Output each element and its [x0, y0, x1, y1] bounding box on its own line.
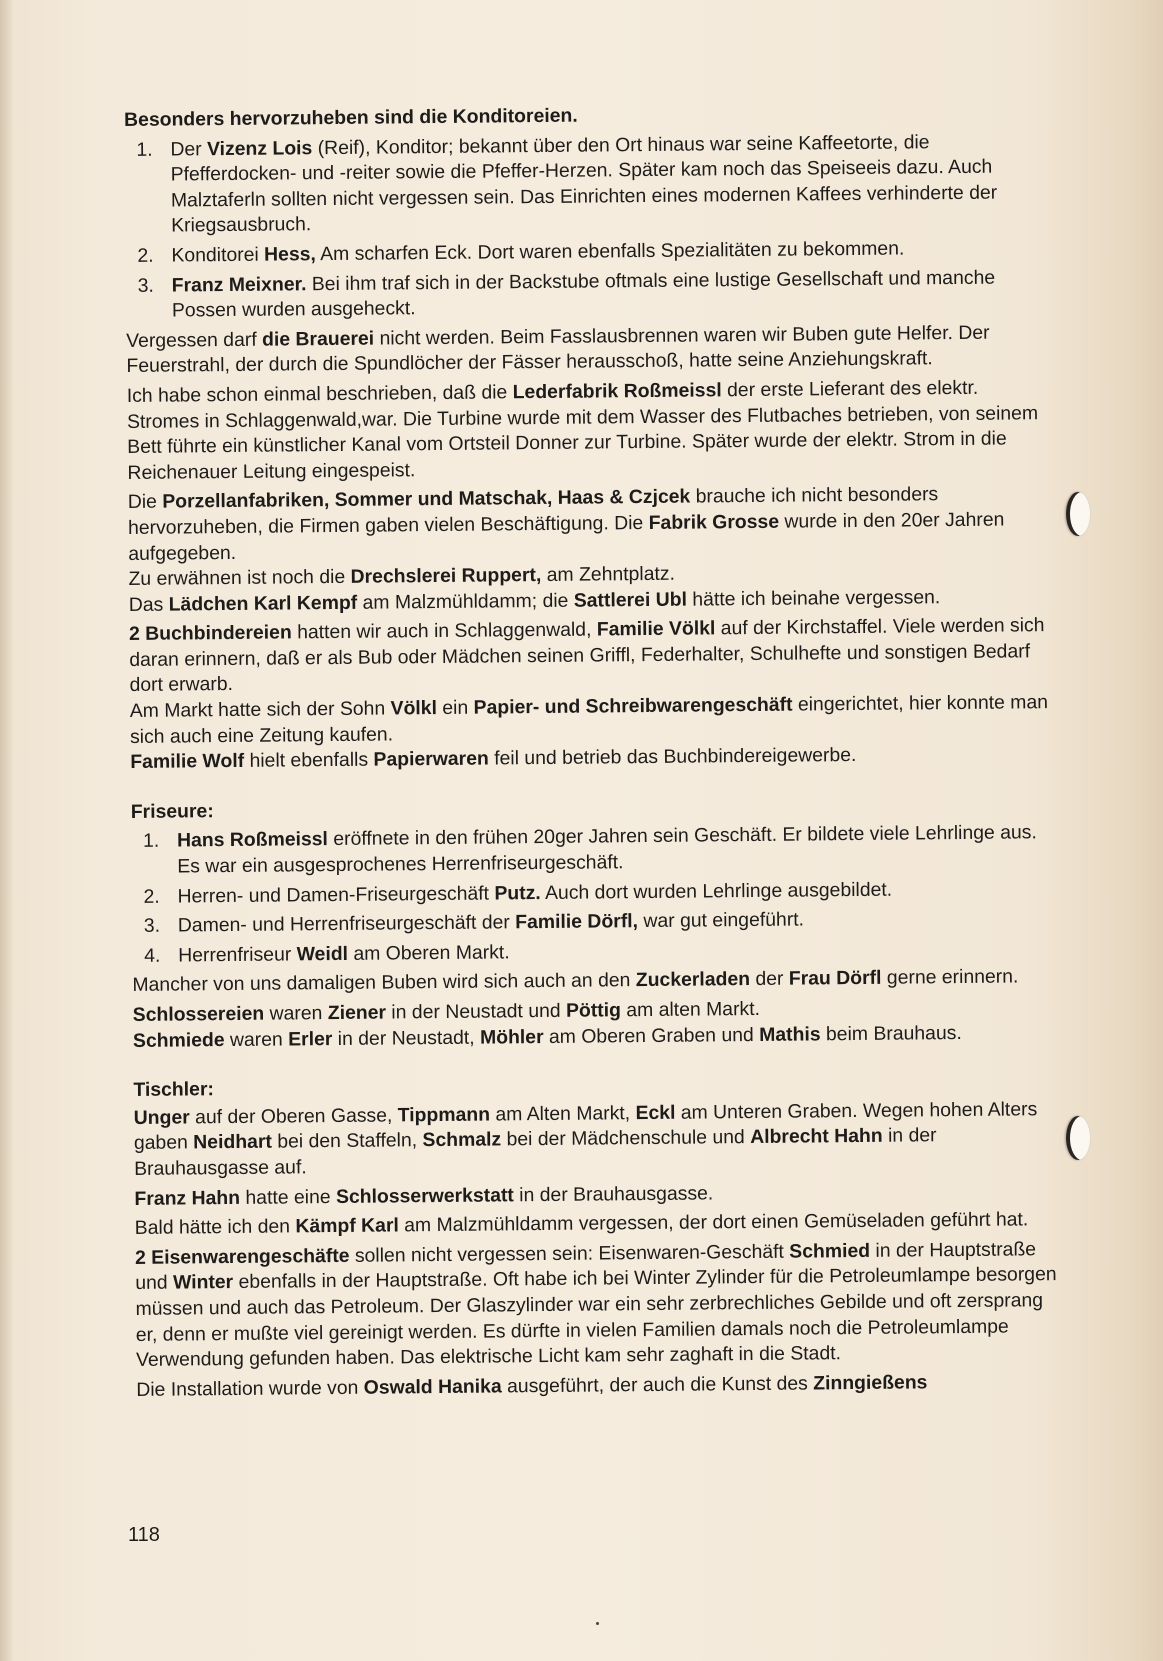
punch-hole-top [1066, 492, 1090, 536]
list-number: 1. [142, 830, 160, 853]
emphasized-text: Schmiede [132, 1028, 225, 1052]
emphasized-text: Familie Wolf [130, 750, 245, 774]
section-heading [131, 791, 1056, 825]
emphasized-text: Papier- und Schreibwarengeschäft [473, 693, 793, 719]
text-run: Das [128, 593, 169, 616]
paragraph [134, 1097, 1060, 1183]
text-run: hatten wir auch in Schlaggenwald, [291, 618, 597, 644]
text-run: hielt ebenfalls [244, 748, 374, 773]
emphasized-text: Erler [288, 1027, 333, 1051]
paragraph [135, 1207, 1060, 1241]
text-run: Herren- und Damen-Friseurgeschäft [177, 882, 495, 908]
emphasized-text: Franz Hahn [134, 1186, 241, 1210]
section-heading [124, 99, 1049, 133]
emphasized-text: Familie Völkl [596, 617, 716, 641]
text-run: ebenfalls in der Hauptstraße. Oft habe ich bei Winter Zylinder für die Petroleumlampe besorgen müssen und auch das Petroleum. Der Glaszylinder war ein sehr zerbrechliches Gebilde und oft zersprang er, denn er mußte viel gereinigt werden. Es dürfte in vielen Familien damals noch die Petroleumlampe Verwendung gefunden haben. Das elektrische Licht kam sehr zaghaft in die Stadt. [135, 1263, 1057, 1372]
emphasized-text: Schmalz [422, 1128, 502, 1152]
text-run: der [749, 968, 789, 991]
text-run: Der [170, 137, 208, 161]
paragraph [135, 1237, 1061, 1374]
paragraph [126, 320, 1051, 380]
text-run: Vergessen darf [126, 328, 263, 352]
emphasized-text: Sattlerei Ubl [573, 588, 688, 612]
punch-hole-bottom [1066, 1116, 1090, 1160]
emphasized-text: Schlosserwerkstatt [335, 1183, 514, 1208]
emphasized-text: Fabrik Grosse [648, 510, 780, 534]
paragraph [128, 481, 1054, 567]
emphasized-text: Hans Roßmeissl [176, 828, 329, 852]
list-item [124, 129, 1050, 240]
emphasized-text: 2 Eisenwarengeschäfte [134, 1244, 350, 1269]
text-run: Zu erwähnen ist noch die [128, 565, 351, 591]
page-text [124, 99, 1061, 1403]
text-run: Konditorei [171, 243, 265, 267]
text-run: bei den Staffeln, [271, 1129, 423, 1154]
text-run: beim Brauhaus. [820, 1021, 962, 1045]
text-run: Am Markt hatte sich der Sohn [129, 697, 391, 723]
list-item [131, 821, 1056, 881]
emphasized-text: Möhler [479, 1025, 544, 1049]
emphasized-text: Winter [172, 1271, 234, 1294]
text-run: Bei ihm traf sich in der Backstube oftmals eine lustige Gesellschaft und manche Possen wurden ausgeheckt. [171, 266, 996, 322]
emphasized-text: Schmied [789, 1239, 871, 1263]
paragraph [132, 964, 1057, 998]
text-run: (Reif), Konditor; bekannt über den Ort hinaus war seine Kaffeetorte, die Pfefferdocken- und -reiter sowie die Pfeffer-Herzen. Später kam noch das Speiseeis dazu. Auch Malztaferln sollten nicht vergessen sein. Das Einrichten eines modernen Kaffees verhinderte der Kriegsausbruch. [170, 130, 998, 237]
emphasized-text: Frau Dörfl [788, 967, 882, 991]
text-run: eröffnete in den frühen 20ger Jahren sein Geschäft. Er bildete viele Lehrlinge aus. Es war ein ausgesprochenes Herrenfriseurgeschäft. [177, 821, 1037, 878]
text-run: am alten Markt. [620, 997, 761, 1022]
page-number: 118 [128, 1524, 160, 1546]
text-run: feil und betrieb das Buchbindereigewerbe. [488, 744, 857, 770]
emphasized-text: Lederfabrik Roßmeissl [512, 379, 722, 404]
text-run: ein [436, 696, 474, 720]
paragraph [127, 375, 1053, 486]
text-run: Damen- und Herrenfriseurgeschäft der [177, 911, 516, 937]
text-run: Die Installation wurde von [136, 1376, 364, 1401]
emphasized-text: Lädchen Karl Kempf [168, 591, 358, 616]
paragraph [134, 1178, 1059, 1212]
list-item [125, 235, 1050, 269]
emphasized-text: Pöttig [565, 999, 622, 1022]
emphasized-text: Ziener [327, 1001, 387, 1025]
emphasized-text: Oswald Hanika [363, 1375, 502, 1399]
text-run: hatte eine [239, 1185, 337, 1209]
list-number: 1. [136, 138, 153, 161]
emphasized-text: Familie Dörfl, [515, 910, 639, 934]
list-number: 2. [137, 244, 154, 267]
list-number: 3. [137, 274, 154, 297]
emphasized-text: Porzellanfabriken, Sommer und Matschak, Haas & Czjcek [162, 485, 691, 513]
emphasized-text: Tippmann [397, 1103, 491, 1127]
text-run: eingerichtet, hier konnte man sich auch eine Zeitung kaufen. [129, 691, 1049, 748]
emphasized-text: Mathis [759, 1022, 821, 1046]
emphasized-text: Zinngießens [813, 1371, 928, 1395]
print-speck [596, 1622, 599, 1625]
text-run: am Zehntplatz. [541, 562, 676, 587]
text-run: sollen nicht vergessen sein: Eisenwaren-Geschäft [349, 1240, 790, 1267]
text-run: waren [224, 1028, 289, 1051]
text-run: am Malzmühldamm; die [357, 589, 574, 614]
text-run: Die [127, 490, 163, 514]
text-run: in der Neustadt, [332, 1026, 481, 1050]
list-item [132, 935, 1057, 969]
text-run: am Malzmühldamm vergessen, der dort einen Gemüseladen geführt hat. [398, 1208, 1029, 1237]
text-run: wurde in den 20er Jahren aufgegeben. [128, 508, 1005, 565]
list-number: 4. [144, 944, 161, 967]
text-run: auf der Kirchstaffel. Viele werden sich daran erinnern, daß er als Bub oder Mädchen seinen Griffl, Federhalter, Schulhefte und sonstigen Bedarf dort erwarb. [129, 614, 1045, 697]
page-edge-shadow [0, 0, 14, 1661]
text-run: in der Brauhausgasse. [513, 1181, 714, 1206]
text-run: Bald hätte ich den [134, 1215, 296, 1240]
text-run: am Alten Markt, [489, 1101, 636, 1126]
text-run: Ich habe schon einmal beschrieben, daß die [126, 381, 513, 407]
text-run: war gut eingeführt. [637, 908, 805, 933]
emphasized-text: Neidhart [193, 1131, 273, 1154]
text-run: in der Brauhausgasse auf. [134, 1124, 937, 1180]
text-run: ausgeführt, der auch die Kunst des [501, 1372, 814, 1398]
text-run: waren [264, 1002, 328, 1025]
text-run: Am scharfen Eck. Dort waren ebenfalls Spezialitäten zu bekommen. [315, 237, 905, 266]
paragraph [130, 690, 1055, 750]
emphasized-text: Weidl [296, 942, 349, 966]
emphasized-text: die Brauerei [261, 327, 375, 351]
text-run: brauche ich nicht besonders hervorzuheben, die Firmen gaben vielen Beschäftigung. Die [127, 483, 939, 539]
emphasized-text: Besonders hervorzuheben sind die Konditoreien. [124, 104, 578, 131]
text-run: Mancher von uns damaligen Buben wird sich auch an den [132, 969, 636, 997]
emphasized-text: Vizenz Lois [206, 136, 313, 160]
text-run: der erste Lieferant des elektr. Stromes in Schlaggenwald,war. Die Turbine wurde mit dem Wasser des Flutbaches betrieben, von seinem Bett führte ein künstlicher Kanal vom Ortsteil Donner zur Turbine. Später wurde der elektr. Strom in die Reichenauer Leitung eingespeist. [126, 376, 1039, 484]
emphasized-text: Tischler: [133, 1078, 215, 1102]
text-run: auf der Oberen Gasse, [189, 1104, 398, 1129]
emphasized-text: Drechslerei Ruppert, [350, 564, 542, 588]
text-run: in der Neustadt und [385, 999, 567, 1024]
text-run: nicht werden. Beim Fasslausbrennen waren wir Buben gute Helfer. Der Feuerstrahl, der durch die Spundlöcher der Fässer herausschoß, hatte seine Anziehungskraft. [126, 321, 990, 378]
emphasized-text: Friseure: [130, 800, 214, 823]
emphasized-text: Völkl [390, 697, 438, 720]
text-run: am Oberen Markt. [347, 941, 510, 965]
list-item [131, 876, 1056, 910]
emphasized-text: 2 Buchbindereien [128, 621, 292, 646]
text-run: bei der Mädchenschule und [501, 1126, 751, 1151]
text-run: gerne erinnern. [881, 965, 1019, 990]
text-run: Herrenfriseur [178, 943, 297, 967]
text-run: am Unteren Graben. Wegen hohen Alters gaben [133, 1098, 1038, 1155]
emphasized-text: Papierwaren [373, 747, 489, 771]
list-number: 2. [143, 885, 160, 908]
emphasized-text: Unger [133, 1106, 190, 1129]
paragraph [136, 1369, 1061, 1403]
text-run: hätte ich beinahe vergessen. [686, 585, 941, 611]
emphasized-text: Zuckerladen [635, 968, 751, 992]
emphasized-text: Eckl [635, 1101, 676, 1124]
text-run: in der Hauptstraße und [135, 1238, 1037, 1295]
emphasized-text: Schlossereien [132, 1002, 265, 1026]
emphasized-text: Putz. [494, 881, 541, 905]
list-item [132, 905, 1057, 939]
emphasized-text: Hess, [264, 243, 316, 266]
paragraph [129, 613, 1055, 699]
list-number: 3. [143, 914, 161, 938]
list-item [126, 265, 1051, 325]
emphasized-text: Franz Meixner. [171, 272, 307, 297]
text-run: am Oberen Graben und [543, 1023, 760, 1048]
emphasized-text: Albrecht Hahn [750, 1125, 883, 1149]
text-run: Auch dort wurden Lehrlinge ausgebildet. [540, 878, 893, 904]
emphasized-text: Kämpf Karl [295, 1214, 399, 1238]
